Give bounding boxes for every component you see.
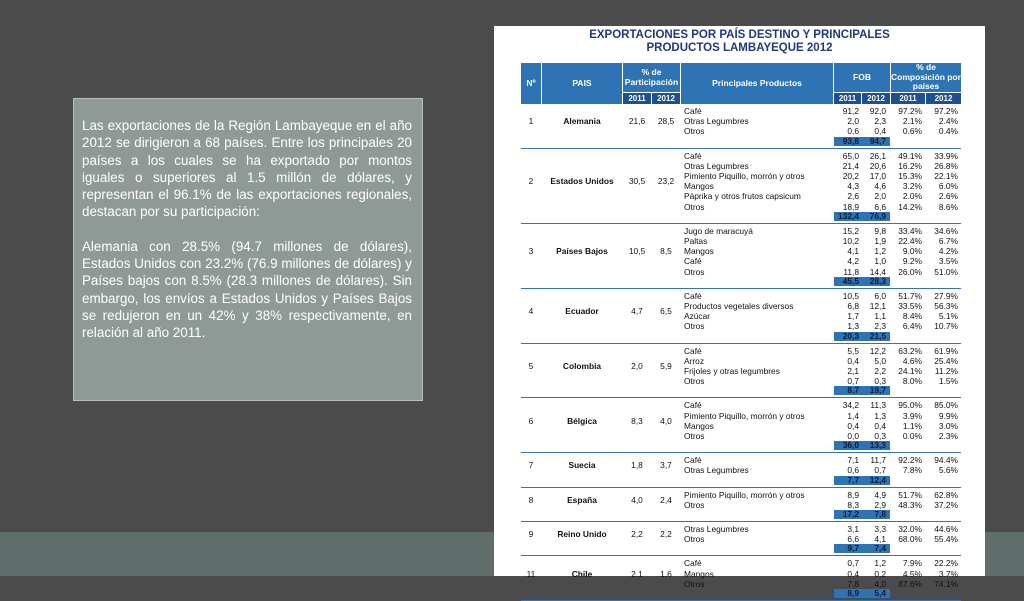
composition-2011: 51.7% (898, 290, 922, 301)
composition-2011: 97.2% (898, 106, 922, 116)
participation-2011: 2,1 (631, 568, 643, 579)
group-separator (521, 148, 961, 149)
composition-2012: 33.9% (934, 150, 958, 161)
total-2011: 93,8 (842, 135, 859, 146)
fob-2011: 4,1 (847, 246, 859, 257)
fob-2012: 4,6 (874, 181, 886, 192)
header-part-2012: 2012 (652, 93, 680, 104)
fob-2012: 0,4 (874, 420, 886, 431)
composition-2012: 34.6% (934, 225, 958, 236)
fob-2011: 2,6 (847, 191, 859, 202)
table-title-line2: PRODUCTOS LAMBAYEQUE 2012 (646, 42, 833, 54)
composition-2011: 4.5% (902, 568, 922, 579)
fob-2011: 0,6 (847, 126, 859, 137)
row-number: 4 (528, 306, 534, 317)
composition-2012: 22.2% (934, 558, 958, 569)
paragraph-highlights: Alemania con 28.5% (94.7 millones de dólares), Estados Unidos con 23.2% (76.9 millones de dólares) y Países bajos con 8.5% (28.3 millones de dólares). Sin embargo, los envíos a Estados Unidos y Países Bajos se redujeron en un 42% y 38% respectivamente, en relación al año 2011. (82, 238, 412, 341)
fob-2011: 65,0 (842, 150, 859, 161)
composition-2012: 3.7% (938, 568, 958, 579)
total-2011: 7,7 (847, 474, 859, 485)
total-2012: 19,7 (869, 385, 886, 396)
fob-2012: 6,6 (874, 201, 886, 212)
fob-2011: 0,4 (847, 420, 859, 431)
product-name: Mangos (684, 568, 714, 579)
fob-2012: 1,0 (874, 256, 886, 267)
composition-2012: 27.9% (934, 290, 958, 301)
fob-2012: 2,2 (874, 366, 886, 376)
fob-2011: 0,4 (847, 355, 859, 366)
product-name: Pimiento Piquillo, morrón y otros (684, 171, 805, 181)
header-fob-2011: 2011 (834, 93, 861, 104)
composition-2011: 1.1% (902, 420, 922, 431)
composition-2011: 9.0% (902, 246, 922, 257)
group-separator (521, 343, 961, 344)
total-2011: 9,7 (847, 543, 859, 554)
product-name: Otras Legumbres (684, 465, 749, 476)
header-fob: FOB (834, 63, 890, 92)
fob-2011: 0,6 (847, 465, 859, 476)
composition-2011: 14.2% (898, 201, 922, 212)
composition-2011: 48.3% (898, 499, 922, 510)
composition-2012: 22.1% (934, 171, 958, 181)
fob-2012: 4,1 (874, 534, 886, 545)
header-num: Nº (521, 63, 541, 104)
composition-2012: 94.4% (934, 455, 958, 466)
fob-2011: 18,9 (842, 201, 859, 212)
product-name: Productos vegetales diversos (684, 301, 794, 311)
product-name: Café (684, 345, 702, 356)
row-number: 6 (528, 415, 534, 426)
participation-2012: 1,6 (660, 568, 672, 579)
group-separator (521, 521, 961, 522)
composition-2012: 6.0% (938, 181, 958, 192)
composition-2012: 61.9% (934, 345, 958, 356)
participation-2012: 3,7 (660, 460, 672, 471)
total-2012: 76,9 (869, 210, 886, 221)
product-name: Otros (684, 431, 705, 441)
participation-2012: 2,4 (660, 494, 672, 505)
participation-2011: 4,0 (631, 494, 643, 505)
participation-2011: 8,3 (631, 415, 643, 426)
composition-2011: 8.0% (902, 376, 922, 387)
participation-2012: 5,9 (660, 361, 672, 371)
total-2011: 36,0 (842, 440, 859, 451)
fob-2012: 26,1 (869, 150, 886, 161)
product-name: Café (684, 106, 702, 116)
total-2012: 12,4 (869, 474, 886, 485)
composition-2012: 26.8% (934, 160, 958, 171)
product-name: Otros (684, 534, 705, 545)
composition-2012: 5.1% (938, 311, 958, 322)
total-2012: 21,5 (869, 330, 886, 341)
composition-2011: 33.5% (898, 301, 922, 311)
fob-2012: 0,7 (874, 465, 886, 476)
composition-2012: 85.0% (934, 400, 958, 411)
fob-2012: 1,1 (874, 311, 886, 322)
fob-2011: 0,7 (847, 558, 859, 569)
fob-2012: 0,2 (874, 568, 886, 579)
group-separator (521, 487, 961, 488)
header-participacion: % de Participación (623, 63, 680, 92)
participation-2011: 2,2 (631, 529, 643, 540)
total-2012: 28,3 (869, 275, 886, 286)
fob-2011: 1,4 (847, 410, 859, 421)
composition-2011: 9.2% (902, 256, 922, 267)
fob-2011: 2,0 (847, 116, 859, 127)
fob-2012: 17,0 (869, 171, 886, 181)
composition-2012: 55.4% (934, 534, 958, 545)
header-composicion: % de Composición por países (891, 62, 961, 92)
fob-2011: 3,1 (847, 524, 859, 534)
fob-2012: 11,7 (870, 455, 886, 466)
product-name: Otros (684, 499, 705, 510)
composition-2012: 3.0% (938, 420, 958, 431)
participation-2011: 30,5 (628, 176, 646, 187)
composition-2011: 8.4% (902, 311, 922, 322)
fob-2011: 0,0 (847, 431, 859, 441)
fob-2012: 11,3 (870, 400, 886, 411)
country-name: España (567, 494, 597, 505)
composition-2012: 44.6% (934, 524, 958, 534)
fob-2012: 5,0 (874, 355, 886, 366)
composition-2011: 3.2% (902, 181, 922, 192)
country-name: Ecuador (565, 306, 599, 317)
country-name: Reino Unido (557, 529, 607, 540)
composition-2012: 6.7% (938, 236, 958, 246)
composition-2011: 0.0% (902, 431, 922, 441)
participation-2011: 2,0 (631, 361, 643, 371)
group-separator (521, 223, 961, 224)
fob-2012: 0,3 (874, 376, 886, 387)
country-name: Países Bajos (556, 246, 608, 257)
fob-2012: 0,4 (874, 126, 886, 137)
fob-2011: 0,7 (847, 376, 859, 387)
header-part-2011: 2011 (623, 93, 651, 104)
participation-2012: 6,5 (660, 306, 672, 317)
composition-2012: 2.4% (938, 116, 958, 127)
participation-2012: 4,0 (660, 415, 672, 426)
fob-2012: 4,0 (874, 578, 886, 589)
country-name: Colombia (562, 361, 602, 371)
fob-2011: 21,4 (842, 160, 859, 171)
row-number: 1 (528, 116, 534, 127)
fob-2012: 2,3 (874, 116, 886, 127)
fob-2011: 15,2 (842, 225, 859, 236)
total-2012: 5,4 (874, 588, 886, 598)
composition-2011: 68.0% (898, 534, 922, 545)
total-2011: 8,9 (847, 588, 859, 598)
composition-2011: 15.3% (898, 171, 922, 181)
country-name: Bélgica (567, 415, 597, 426)
fob-2011: 10,2 (842, 236, 859, 246)
row-number: 3 (528, 246, 534, 257)
fob-2011: 20,2 (842, 171, 859, 181)
participation-2011: 10,5 (628, 246, 646, 257)
header-pais: PAIS (542, 63, 622, 104)
composition-2012: 11.2% (934, 366, 958, 376)
participation-2012: 23,2 (657, 176, 675, 187)
header-productos: Principales Productos (681, 63, 833, 104)
composition-2012: 1.5% (938, 376, 958, 387)
row-number: 5 (528, 361, 534, 371)
composition-2011: 4.6% (902, 355, 922, 366)
product-name: Café (684, 455, 702, 466)
composition-2011: 24.1% (898, 366, 922, 376)
fob-2011: 0,4 (847, 568, 859, 579)
composition-2012: 4.2% (938, 246, 958, 257)
composition-2012: 74.1% (934, 578, 958, 589)
country-name: Chile (571, 568, 593, 579)
group-separator (521, 288, 961, 289)
fob-2012: 1,2 (874, 246, 886, 257)
fob-2012: 14,4 (869, 266, 886, 277)
composition-2012: 62.8% (934, 489, 958, 500)
fob-2011: 2,1 (847, 366, 859, 376)
composition-2011: 51.7% (898, 489, 922, 500)
total-2011: 20,3 (842, 330, 859, 341)
composition-2012: 9.9% (938, 410, 958, 421)
fob-2011: 6,6 (847, 534, 859, 545)
fob-2012: 12,1 (869, 301, 886, 311)
fob-2011: 1,7 (847, 311, 859, 322)
product-name: Café (684, 290, 702, 301)
composition-2011: 26.0% (898, 266, 922, 277)
composition-2012: 25.4% (934, 355, 958, 366)
total-2011: 8,7 (847, 385, 859, 396)
fob-2011: 4,2 (847, 256, 859, 267)
fob-2012: 92,0 (869, 106, 886, 116)
row-number: 8 (528, 494, 534, 505)
fob-2011: 7,1 (847, 455, 859, 466)
composition-2011: 92.2% (898, 455, 922, 466)
fob-2011: 11,8 (843, 266, 859, 277)
product-name: Pimiento Piquillo, morrón y otros (684, 410, 805, 421)
fob-2011: 1,3 (847, 321, 859, 332)
composition-2011: 87.6% (898, 578, 922, 589)
composition-2011: 2.0% (902, 191, 922, 202)
total-2012: 94,7 (869, 135, 886, 146)
fob-2012: 12,2 (869, 345, 886, 356)
fob-2011: 4,3 (847, 181, 859, 192)
group-separator (521, 397, 961, 398)
fob-2011: 6,8 (847, 301, 859, 311)
fob-2011: 10,5 (842, 290, 859, 301)
product-name: Otros (684, 201, 705, 212)
product-name: Mangos (684, 246, 714, 257)
fob-2012: 4,9 (874, 489, 886, 500)
fob-2012: 3,3 (874, 524, 886, 534)
product-name: Mangos (684, 420, 714, 431)
fob-2012: 2,9 (874, 499, 886, 510)
product-name: Pimiento Piquillo, morrón y otros (684, 489, 805, 500)
composition-2011: 2.1% (902, 116, 922, 127)
header-comp-2011: 2011 (891, 93, 925, 104)
product-name: Otras Legumbres (684, 116, 749, 127)
composition-2012: 56.3% (934, 301, 958, 311)
composition-2012: 10.7% (934, 321, 958, 332)
product-name: Café (684, 558, 702, 569)
composition-2011: 7.9% (902, 558, 922, 569)
total-2012: 13,3 (869, 440, 886, 451)
group-separator (521, 555, 961, 556)
composition-2011: 3.9% (902, 410, 922, 421)
composition-2011: 0.6% (902, 126, 922, 137)
participation-2012: 28,5 (657, 116, 675, 127)
group-separator (521, 452, 961, 453)
composition-2012: 51.0% (934, 266, 958, 277)
composition-2012: 37.2% (934, 499, 958, 510)
composition-2011: 32.0% (898, 524, 922, 534)
product-name: Otros (684, 321, 705, 332)
total-2011: 17,2 (842, 509, 859, 519)
product-name: Otros (684, 126, 705, 137)
fob-2012: 20,6 (869, 160, 886, 171)
composition-2011: 95.0% (898, 400, 922, 411)
participation-2011: 21,6 (628, 116, 646, 127)
product-name: Café (684, 256, 702, 267)
product-name: Mangos (684, 181, 714, 192)
fob-2011: 7,8 (847, 578, 859, 589)
fob-2012: 1,3 (874, 410, 886, 421)
composition-2012: 2.3% (938, 431, 958, 441)
composition-2011: 7.8% (902, 465, 922, 476)
composition-2011: 6.4% (902, 321, 922, 332)
product-name: Arroz (684, 355, 705, 366)
country-name: Estados Unidos (550, 176, 614, 187)
fob-2011: 34,2 (842, 400, 859, 411)
paragraph-intro: Las exportaciones de la Región Lambayeque en el año 2012 se dirigieron a 68 países. Entre los principales 20 países a los cuales se ha exportado por montos iguales o superiores al 1.5 millón de dólares, y representan el 96.1% de las exportaciones regionales, destacan por su participación: (82, 118, 412, 220)
composition-2012: 3.5% (938, 256, 958, 267)
composition-2011: 22.4% (898, 236, 922, 246)
product-name: Café (684, 150, 702, 161)
slide-text-box (73, 98, 423, 401)
participation-2012: 2,2 (660, 529, 672, 540)
header-fob-2012: 2012 (862, 93, 890, 104)
total-2012: 7,8 (874, 509, 886, 519)
fob-2012: 9,8 (874, 225, 886, 236)
composition-2012: 0.4% (938, 126, 958, 137)
row-number: 2 (528, 176, 534, 187)
product-name: Páprika y otros frutos capsicum (684, 191, 801, 202)
participation-2012: 8,5 (660, 246, 672, 257)
composition-2012: 97.2% (934, 106, 958, 116)
fob-2012: 1,2 (874, 558, 886, 569)
fob-2011: 8,3 (847, 499, 859, 510)
product-name: Otros (684, 266, 705, 277)
product-name: Otras Legumbres (684, 160, 749, 171)
row-number: 7 (528, 460, 534, 471)
fob-2012: 2,3 (874, 321, 886, 332)
fob-2012: 6,0 (874, 290, 886, 301)
fob-2011: 8,9 (847, 489, 859, 500)
composition-2012: 5.6% (938, 465, 958, 476)
row-number: 9 (528, 529, 534, 540)
product-name: Otros (684, 578, 705, 589)
fob-2011: 5,5 (847, 345, 859, 356)
product-name: Café (684, 400, 702, 411)
product-name: Otras Legumbres (684, 524, 749, 534)
fob-2012: 0,3 (874, 431, 886, 441)
fob-2012: 1,9 (874, 236, 886, 246)
product-name: Azúcar (684, 311, 711, 322)
country-name: Suecia (568, 460, 596, 471)
product-name: Otros (684, 376, 705, 387)
exports-table-document (494, 26, 985, 598)
country-name: Alemania (563, 116, 601, 127)
composition-2012: 8.6% (938, 201, 958, 212)
row-number: 11 (526, 568, 536, 579)
total-2012: 7,4 (874, 543, 886, 554)
product-name: Paltas (684, 236, 708, 246)
participation-2011: 4,7 (631, 306, 643, 317)
fob-2011: 91,2 (842, 106, 859, 116)
composition-2011: 33.4% (898, 225, 922, 236)
fob-2012: 2,0 (874, 191, 886, 202)
composition-2012: 2.6% (938, 191, 958, 202)
total-2011: 132,4 (838, 210, 859, 221)
header-comp-2012: 2012 (926, 93, 961, 104)
composition-2011: 49.1% (898, 150, 922, 161)
composition-2011: 16.2% (898, 160, 922, 171)
table-title-line1: EXPORTACIONES POR PAÍS DESTINO Y PRINCIPALES (589, 29, 890, 41)
participation-2011: 1,8 (631, 460, 643, 471)
composition-2011: 63.2% (898, 345, 922, 356)
product-name: Frijoles y otras legumbres (684, 366, 780, 376)
product-name: Jugo de maracuyá (684, 225, 753, 236)
total-2011: 45,5 (842, 275, 859, 286)
